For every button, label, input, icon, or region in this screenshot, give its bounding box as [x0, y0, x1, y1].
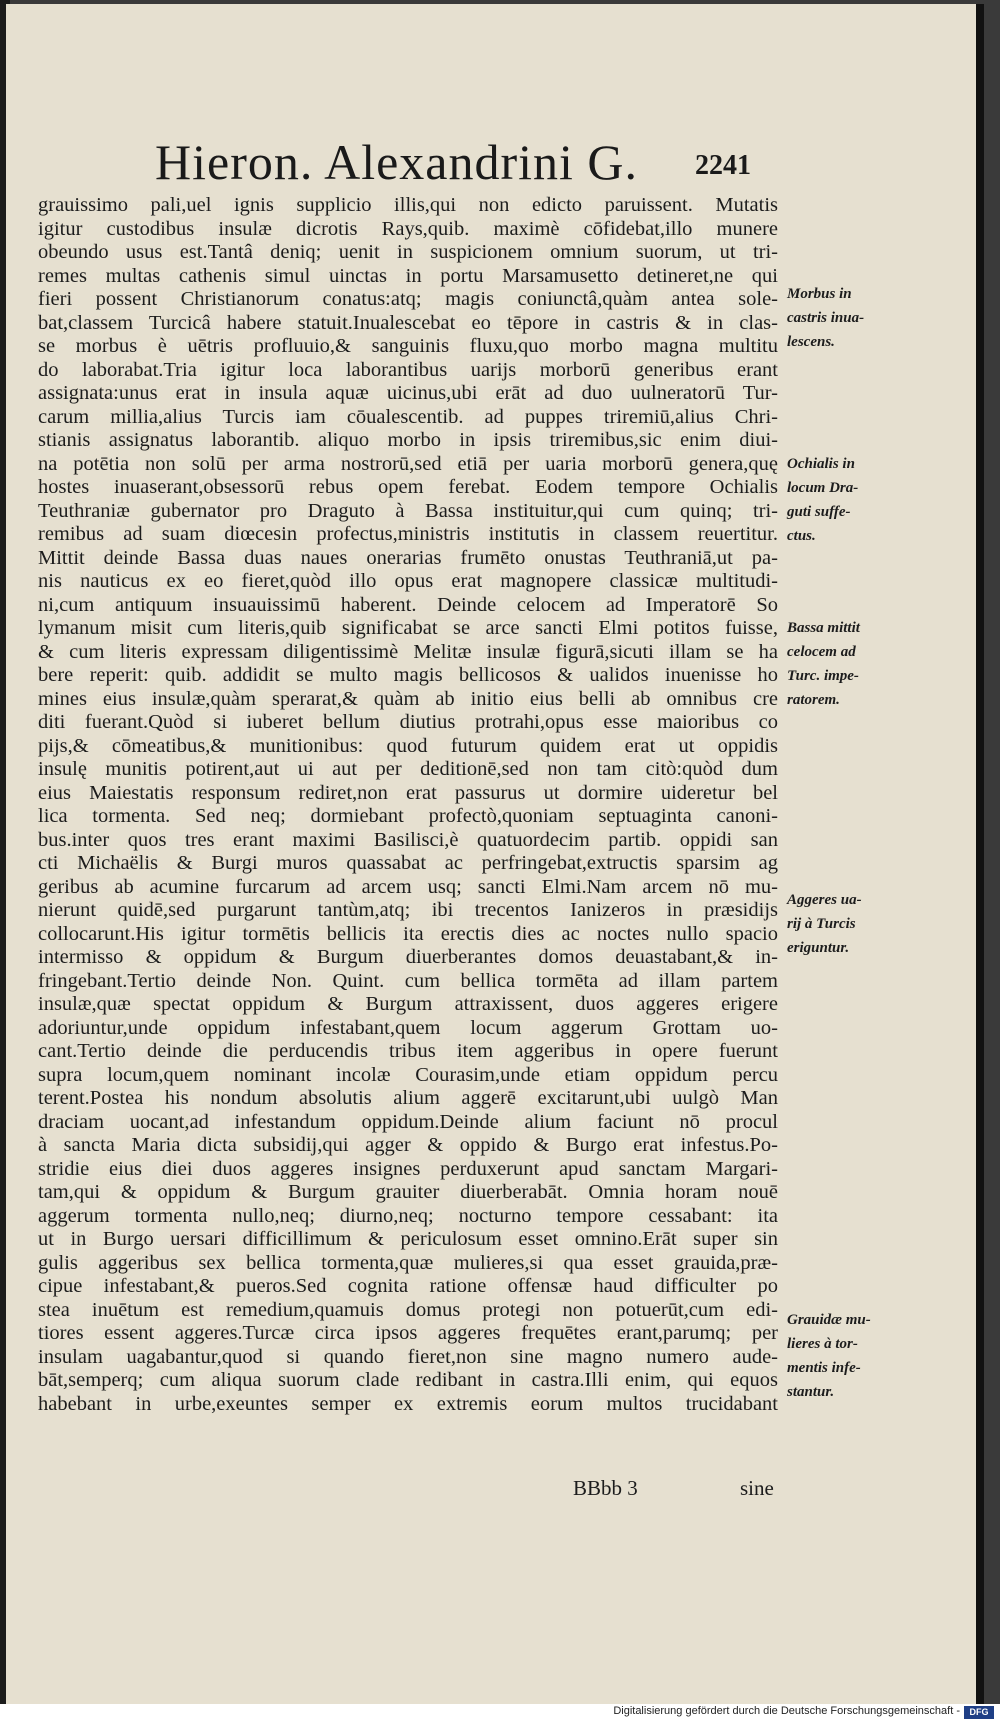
running-title: Hieron. Alexandrini G.	[155, 134, 639, 190]
marginal-note-line: mentis infe-	[787, 1360, 861, 1376]
marginal-note-line: Ochialis in	[787, 456, 855, 472]
marginal-note-line: Turc. impe-	[787, 668, 859, 684]
text-line: bere reperit: quib. addidit se multo magis bellicosos & ualidos inuenisse ho	[38, 664, 778, 686]
running-head	[155, 133, 638, 193]
text-line: bat,classem Turcicâ habere statuit.Inualescebat eo tēpore in castris & in clas-	[38, 311, 778, 334]
marginal-note-line: rij à Turcis	[787, 916, 856, 932]
text-line: supra locum,quem nominant incolæ Courasim,unde etiam oppidum percu	[38, 1063, 778, 1086]
text-line: remibus ad suam diœcesin profectus,ministris institutis in classem reuertitur.	[38, 523, 778, 545]
text-line: obeundo usus est.Tantâ deniq; uenit in suspicionem omnium suorum, ut tri-	[38, 241, 778, 263]
text-line: remes multas cathenis simul uinctas in portu Marsamusetto detineret,ne qui	[38, 264, 778, 287]
dfg-logo: DFG	[964, 1706, 994, 1719]
text-line: stianis assignatus laborantib. aliquo morbo in ipsis triremibus,sic enim diui-	[38, 429, 778, 451]
text-line: collocarunt.His igitur tormētis bellicis ita erectis dies ac noctes nullo spacio	[38, 922, 778, 945]
text-line: lica tormenta. Sed neq; dormiebant profectò,quoniam septuaginta canoni-	[38, 805, 778, 827]
text-line: cant.Tertio deinde die perducendis tribus item aggeribus in opere fuerunt	[38, 1040, 778, 1062]
text-line: ut in Burgo uersari difficillimum & periculosum esset omnino.Erāt super sin	[38, 1228, 778, 1250]
text-line: assignata:unus erat in insula aquæ uicinus,ubi erāt ad duo uulneratorū Tur-	[38, 382, 778, 404]
text-line: insulæ,quæ spectat oppidum & Burgum attraxissent, duos aggeres erigere	[38, 993, 778, 1015]
text-line: hostes inuaserant,obsessorū rebus opem ferebat. Eodem tempore Ochialis	[38, 476, 778, 498]
marginal-note	[787, 888, 887, 960]
text-line: gulis aggeribus sex bellica tormenta,quæ mulieres,si qua esset grauida,præ-	[38, 1251, 778, 1274]
text-line: geribus ab acumine furcarum ad arcem usq; sancti Elmi.Nam arcem nō mu-	[38, 875, 778, 898]
marginal-note-line: locum Dra-	[787, 480, 859, 496]
text-line: insulam uagabantur,quod si quando fieret,non sine magno numero aude-	[38, 1345, 778, 1368]
digitization-credit: Digitalisierung gefördert durch die Deutsche Forschungsgemeinschaft -	[613, 1705, 960, 1717]
marginal-note-line: lescens.	[787, 334, 835, 350]
text-line: fringebant.Tertio deinde Non. Quint. cum bellica tormēta ad illam partem	[38, 969, 778, 992]
text-line: do laborabat.Tria igitur loca laborantibus uarijs morborū generibus erant	[38, 358, 778, 381]
text-line: mines eius insulæ,quàm sperarat,& quàm ab initio eius belli ab omnibus cre	[38, 687, 778, 710]
text-line: habebant in urbe,exeuntes semper ex extremis eorum multos trucidabant	[38, 1392, 778, 1415]
text-line: carum millia,alius Turcis iam cōualescentib. ad puppes triremiū,alius Chri-	[38, 405, 778, 428]
text-line: cti Michaëlis & Burgi muros quassabat ac perfringebat,extructis sparsim ag	[38, 852, 778, 874]
catchword: sine	[740, 1476, 774, 1500]
marginal-note-line: eriguntur.	[787, 940, 850, 956]
text-line: Mittit deinde Bassa duas naues onerarias frumēto onustas Teuthraniā,ut pa-	[38, 546, 778, 569]
text-line: terent.Postea his nondum absolutis alium aggerē excitarunt,ubi uulgò Man	[38, 1087, 778, 1109]
text-line: insulę munitis potirent,aut ui aut per deditionē,sed non tam citò:quòd dum	[38, 758, 778, 780]
text-line: tam,qui & oppidum & Burgum grauiter diuerberabāt. Omnia horam nouē	[38, 1181, 778, 1203]
text-line: fieri possent Christianorum conatus:atq; magis coniunctâ,quàm antea sole-	[38, 288, 778, 310]
marginal-note-line: Bassa mittit	[787, 620, 860, 636]
marginal-note	[787, 616, 887, 712]
marginal-note-line: Grauidæ mu-	[787, 1312, 871, 1328]
marginal-note	[787, 282, 887, 354]
text-line: draciam uocant,ad infestandum oppidum.Deinde alium faciunt nō procul	[38, 1110, 778, 1133]
marginal-note-line: lieres à tor-	[787, 1336, 858, 1352]
marginal-note-line: celocem ad	[787, 644, 856, 660]
text-line: bāt,semperq; cum aliqua suorum clade redibant in castra.Illi enim, qui equos	[38, 1369, 778, 1391]
text-line: se morbus è uētris profluuio,& sanguinis fluxu,quo morbo magna multitu	[38, 335, 778, 357]
text-line: stridie eius diei duos aggeres insignes perduxerunt apud sanctam Margari-	[38, 1157, 778, 1180]
marginal-note	[787, 1308, 887, 1404]
marginal-notes	[787, 0, 887, 1722]
marginal-note-line: ctus.	[787, 528, 816, 544]
marginal-note-line: Aggeres ua-	[787, 892, 862, 908]
text-line: Teuthraniæ gubernator pro Draguto à Bassa instituitur,qui cum quinq; tri-	[38, 499, 778, 522]
text-line: tiores essent aggeres.Turcæ circa ipsos aggeres frequētes erant,parumq; per	[38, 1322, 778, 1344]
page-edge	[976, 4, 984, 1704]
marginal-note-line: stantur.	[787, 1384, 835, 1400]
marginal-note-line: guti suffe-	[787, 504, 851, 520]
text-line: nis nauticus ex eo fieret,quòd illo opus erat magnopere classicæ multitudi-	[38, 570, 778, 592]
text-line: eius Maiestatis responsum rediret,non erat passurus ut dormire uideretur bel	[38, 781, 778, 804]
text-line: ni,cum antiquum insuauissimū haberent. Deinde celocem ad Imperatorē So	[38, 593, 778, 616]
text-line: intermisso & oppidum & Burgum diuerberantes domos deuastabant,& in-	[38, 946, 778, 968]
marginal-note-line: Morbus in	[787, 286, 852, 302]
text-line: aggerum tormenta nullo,neq; diurno,neq; nocturno tempore cessabant: ita	[38, 1204, 778, 1227]
text-line: grauissimo pali,uel ignis supplicio illis,qui non edicto paruissent. Mutatis	[38, 194, 778, 216]
text-line: nierunt quidē,sed purgarunt tantùm,atq; ibi trecentos Ianizeros in præsidijs	[38, 899, 778, 921]
text-line: à sancta Maria dicta subsidij,qui agger & oppido & Burgo erat infestus.Po-	[38, 1134, 778, 1156]
marginal-note-line: ratorem.	[787, 692, 840, 708]
text-line: bus.inter quos tres erant maximi Basilisci,è quatuordecim partib. oppidi san	[38, 828, 778, 851]
marginal-note	[787, 452, 887, 548]
text-line: diti fuerant.Quòd si iuberet bellum diutius protrahi,opus esse maioribus co	[38, 711, 778, 733]
text-line: pijs,& cōmeatibus,& munitionibus: quod futurum quidem erat ut oppidis	[38, 734, 778, 757]
text-line: na potētia non solū per arma nostrorū,sed etiā per uaria morborū genera,quę	[38, 452, 778, 475]
text-line: cipue infestabant,& pueros.Sed cognita ratione offensæ haud difficulter po	[38, 1275, 778, 1297]
folio-number: 2241	[695, 150, 751, 181]
text-line: adoriuntur,unde oppidum infestabant,quem locum aggerum Grottam uo-	[38, 1016, 778, 1039]
marginal-note-line: castris inua-	[787, 310, 865, 326]
text-line: & cum literis expressam diligentissimè Melitæ insulæ figurā,sicuti illam se ha	[38, 640, 778, 663]
signature-mark: BBbb 3	[573, 1476, 638, 1500]
text-line: lymanum misit cum literis,quib significabat se arce sancti Elmi potitos fuisse,	[38, 617, 778, 639]
body-text-block	[38, 194, 778, 1416]
text-line: igitur custodibus insulæ dicrotis Rays,quib. maximè cōfidebat,illo munere	[38, 217, 778, 240]
text-line: stea inuētum est remedium,quamuis domus protegi non potuerūt,cum edi-	[38, 1298, 778, 1321]
